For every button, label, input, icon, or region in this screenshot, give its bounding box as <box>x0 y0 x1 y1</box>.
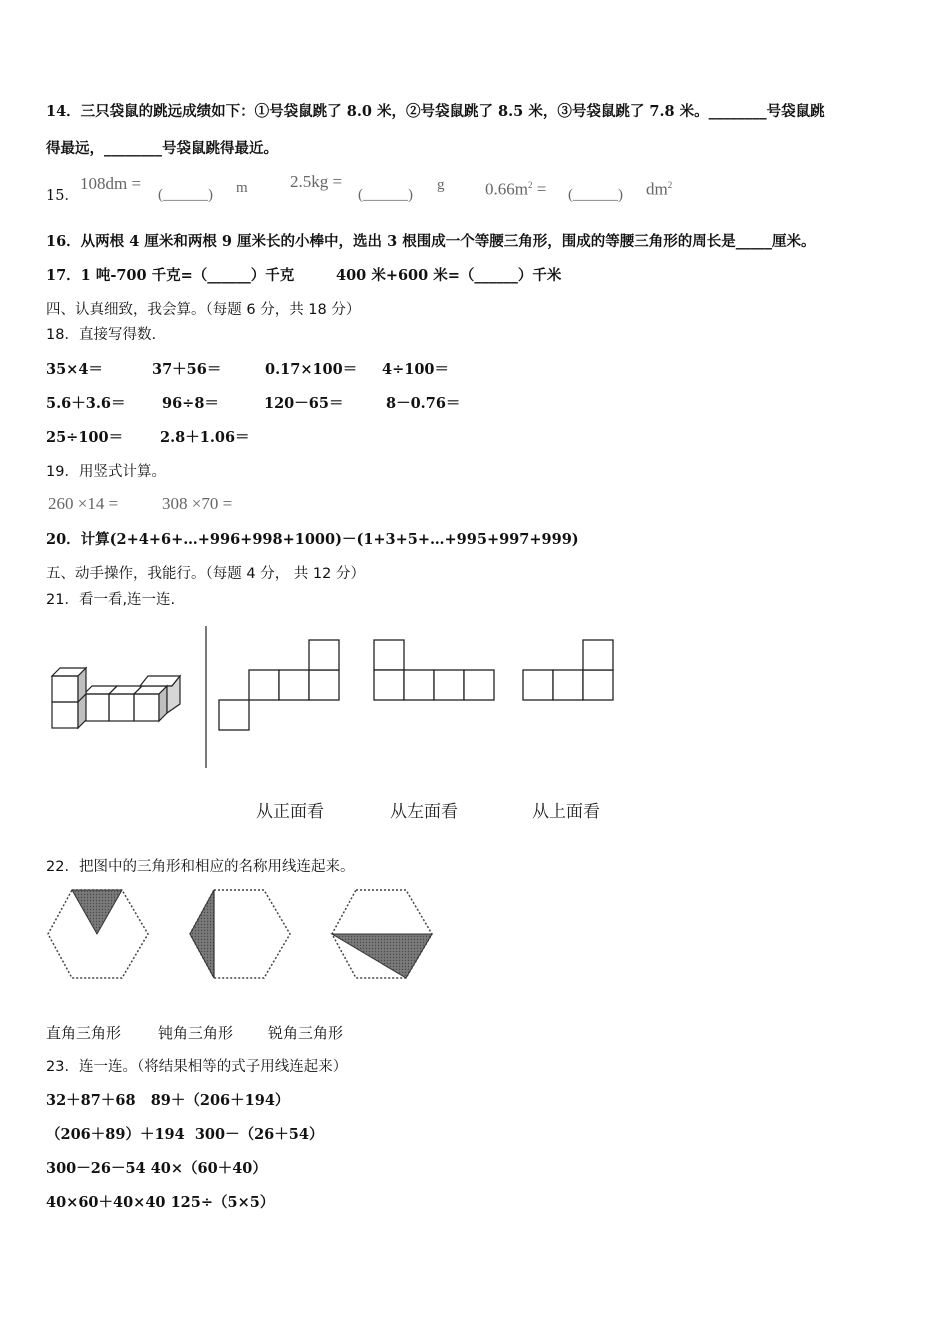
q21-title: 21．看一看,连一连. <box>46 592 176 608</box>
q23-row2 <box>46 1125 323 1145</box>
q23-row1 <box>46 1091 289 1111</box>
label-left-view: 从左面看 <box>390 802 458 822</box>
q23-r2-left: （206＋89）＋194 <box>46 1126 185 1143</box>
q18-title: 18．直接写得数. <box>46 327 157 343</box>
q19-title: 19．用竖式计算。 <box>46 464 166 480</box>
name-obtuse-triangle: 钝角三角形 <box>158 1024 234 1042</box>
q18-r1c3: 0.17×100＝ <box>265 361 358 378</box>
label-front-view: 从正面看 <box>256 802 324 822</box>
hexagon-right <box>190 890 290 978</box>
section4-heading: 四、认真细致，我会算。（每题 6 分，共 18 分） <box>46 302 361 318</box>
q15-item3-eq: = <box>536 179 547 199</box>
q15-item3-blank[interactable]: (______) <box>568 187 623 203</box>
q23-r1-right: 89＋（206＋194） <box>150 1092 290 1109</box>
q21-figure <box>44 620 644 780</box>
section5-heading: 五、动手操作，我能行。（每题 4 分， 共 12 分） <box>46 566 365 582</box>
q23-r1-left: 32＋87＋68 <box>46 1092 136 1109</box>
q23-row3 <box>46 1159 267 1179</box>
q18-r1c1: 35×4＝ <box>46 361 103 378</box>
q18-r1c2: 37＋56＝ <box>152 361 222 378</box>
q18-r3c2: 2.8＋1.06＝ <box>160 429 250 446</box>
q15-item2-unit: g <box>437 177 445 193</box>
q18-r2c2: 96÷8＝ <box>162 395 219 412</box>
name-right-triangle: 直角三角形 <box>46 1024 122 1042</box>
q15-item1-blank[interactable]: (______) <box>158 187 213 203</box>
q18-r2c4: 8－0.76＝ <box>386 395 461 412</box>
q15-item3-value: 0.66m <box>485 179 528 199</box>
q15-item1-unit: m <box>236 180 248 196</box>
q17-part2: 400 米+600 米=（______）千米 <box>336 267 562 284</box>
q14-line2: 得最远，________号袋鼠跳得最近。 <box>46 140 278 157</box>
q15-item1-value: 108dm = <box>80 174 142 193</box>
q18-r2c3: 120－65＝ <box>264 395 344 412</box>
q17-part1: 17．1 吨-700 千克=（______）千克 <box>46 267 295 284</box>
q15-item2-blank[interactable]: (______) <box>358 187 413 203</box>
q15-item3-sup: 2 <box>527 180 533 190</box>
q23-r2-right: 300－（26＋54） <box>194 1126 324 1143</box>
q19-expr1: 260 ×14 = <box>48 494 119 513</box>
q23-title: 23．连一连。（将结果相等的式子用线连起来） <box>46 1059 348 1075</box>
q15-item3-unit: dm <box>646 179 668 199</box>
cube-stack-3d <box>52 668 180 728</box>
q18-r2c1: 5.6＋3.6＝ <box>46 395 126 412</box>
q15-item3-unit-sup: 2 <box>667 180 673 190</box>
q15-item3 <box>485 175 546 200</box>
q23-row4 <box>46 1193 274 1213</box>
q20-text: 20．计算(2+4+6+…+996+998+1000)－(1+3+5+…+995+997+999) <box>46 531 579 548</box>
q23-r3-right: 40×（60＋40） <box>150 1160 267 1177</box>
label-top-view: 从上面看 <box>532 802 600 822</box>
q14-line1: 14．三只袋鼠的跳远成绩如下：①号袋鼠跳了 8.0 米，②号袋鼠跳了 8.5 米，③号袋鼠跳了 7.8 米。________号袋鼠跳 <box>46 103 825 120</box>
q18-r1c4: 4÷100＝ <box>382 361 450 378</box>
q18-r3c1: 25÷100＝ <box>46 429 124 446</box>
hexagon-obtuse <box>332 890 432 978</box>
left-view-grid <box>374 640 494 700</box>
q15-number: 15． <box>46 188 79 204</box>
front-view-grid <box>219 640 339 730</box>
hexagon-acute <box>48 890 148 978</box>
name-acute-triangle: 锐角三角形 <box>268 1024 344 1042</box>
q15-item2-value: 2.5kg = <box>290 172 343 191</box>
q19-expr2: 308 ×70 = <box>162 494 233 513</box>
q16-text: 16．从两根 4 厘米和两根 9 厘米长的小棒中，选出 3 根围成一个等腰三角形，围成的等腰三角形的周长是_____厘米。 <box>46 233 816 250</box>
top-view-grid <box>523 640 613 700</box>
q15-item3-unit-wrap <box>646 175 672 200</box>
q22-figure <box>44 884 444 984</box>
q23-r4-left: 40×60＋40×40 <box>46 1194 166 1211</box>
q22-title: 22．把图中的三角形和相应的名称用线连起来。 <box>46 859 355 875</box>
q23-r3-left: 300－26－54 <box>46 1160 146 1177</box>
q23-r4-right: 125÷（5×5） <box>170 1194 275 1211</box>
